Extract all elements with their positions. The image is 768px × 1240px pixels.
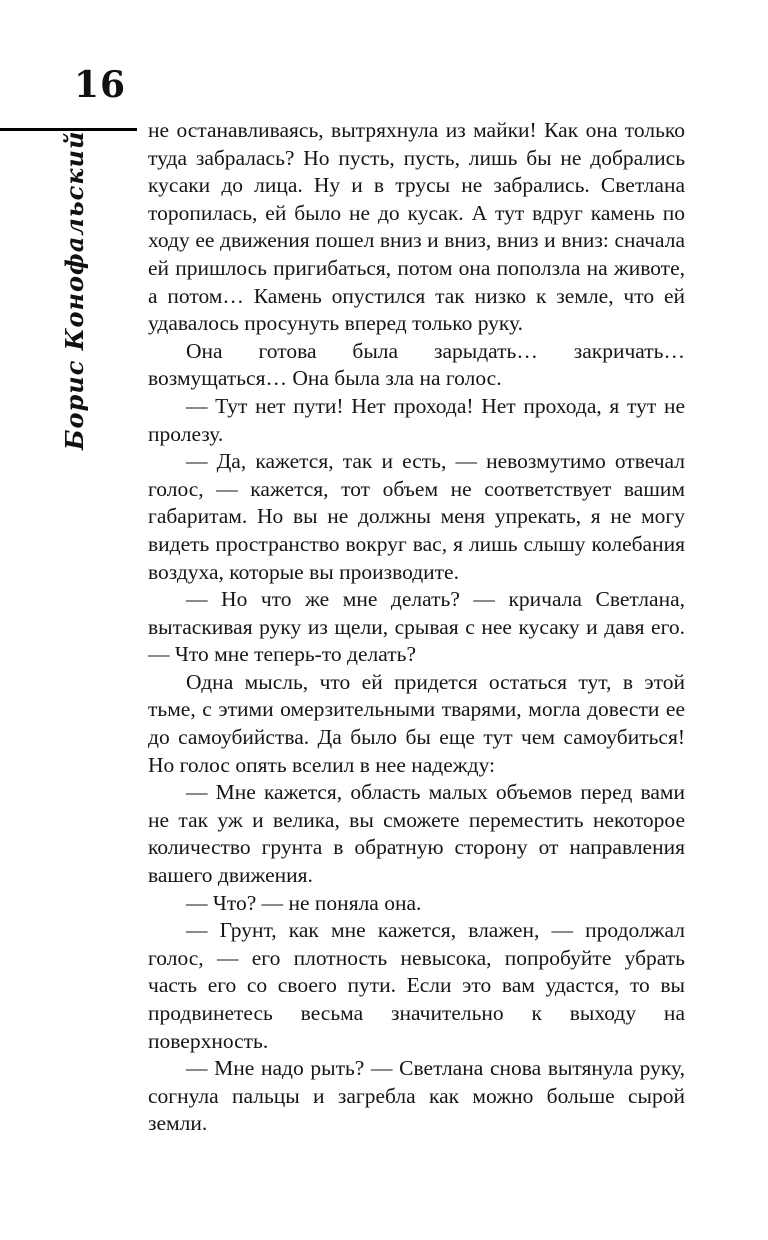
text-body	[148, 117, 685, 1138]
paragraph: Одна мысль, что ей придется остаться тут, в этой тьме, с этими омерзительными тварями, могла довести ее до самоубийства. Да было бы еще тут чем самоубиться! Но голос опять вселил в нее надежду:	[148, 669, 685, 777]
paragraph: — Да, кажется, так и есть, — невозмутимо отвечал голос, — кажется, тот объем не соответствует вашим габаритам. Но вы не должны меня упрекать, я не могу видеть пространство вокруг вас, я лишь слышу колебания воздуха, которые вы производите.	[148, 449, 685, 584]
paragraph: — Грунт, как мне кажется, влажен, — продолжал голос, — его плотность невысока, попробуйте убрать часть его со своего пути. Если это вам удастся, то вы продвинетесь весьма значительно к выходу на поверхность.	[148, 918, 685, 1053]
paragraph: не останавливаясь, вытряхнула из майки! Как она только туда забралась? Но пусть, пусть, лишь бы не добрались кусаки до лица. Ну и в трусы не забрались. Светлана торопилась, ей было не до кусак. А тут вдруг камень по ходу ее движения пошел вниз и вниз, вниз и вниз: сначала ей пришлось пригибаться, потом она поползла на животе, а потом… Камень опустился так низко к земле, что ей удавалось просунуть вперед только руку.	[148, 118, 685, 336]
paragraph: — Мне кажется, область малых объемов перед вами не так уж и велика, вы сможете переместить некоторое количество грунта в обратную сторону от направления вашего движения.	[148, 780, 685, 888]
paragraph: — Но что же мне делать? — кричала Светлана, вытаскивая руку из щели, срывая с нее кусаку и давя его. — Что мне теперь-то делать?	[148, 587, 685, 667]
page-number: 16	[74, 64, 127, 106]
paragraph: — Тут нет пути! Нет прохода! Нет прохода, я тут не пролезу.	[148, 393, 685, 446]
paragraph: — Мне надо рыть? — Светлана снова вытянула руку, согнула пальцы и загребла как можно больше сырой земли.	[148, 1056, 685, 1136]
paragraph: — Что? — не поняла она.	[186, 890, 422, 915]
paragraph: Она готова была зарыдать… закричать… возмущаться… Она была зла на голос.	[148, 338, 685, 391]
author-name-vertical: Борис Конофальский	[60, 130, 89, 450]
